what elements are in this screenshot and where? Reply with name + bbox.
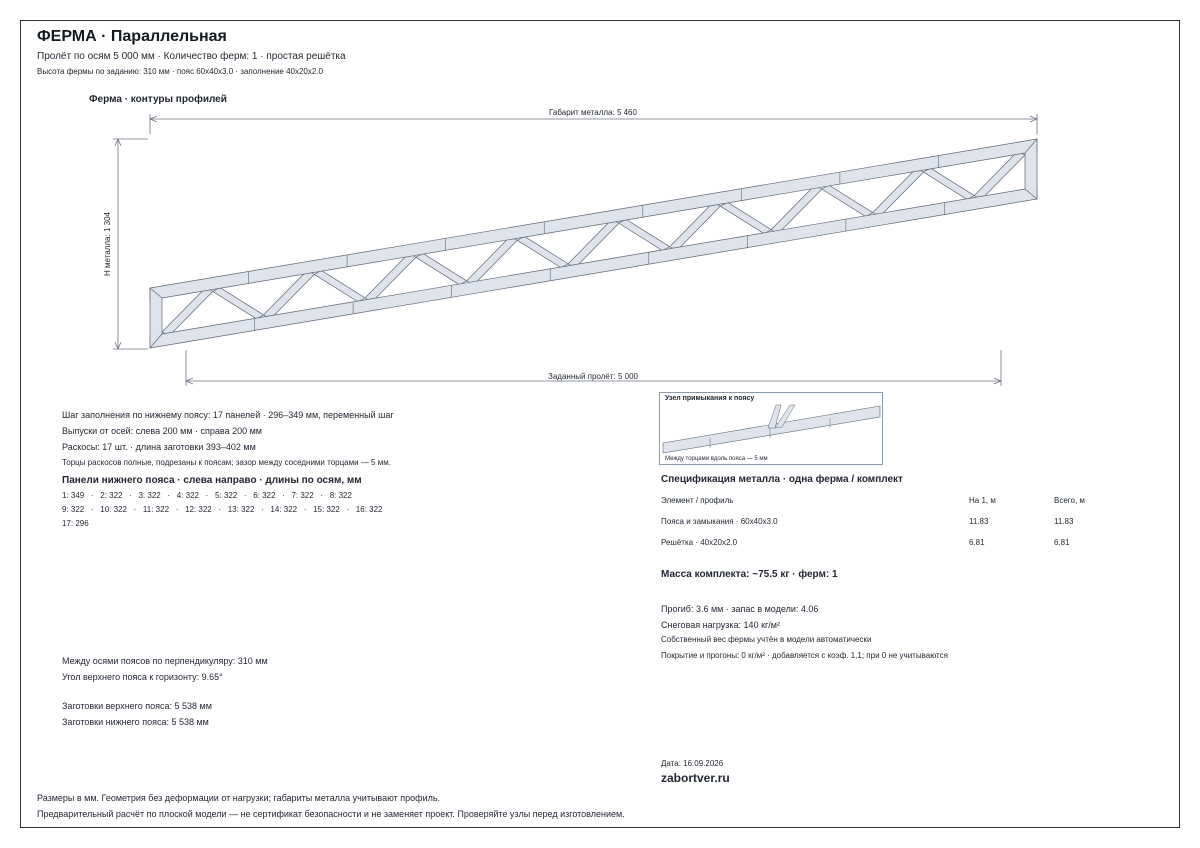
chord-angle-note: Угол верхнего пояса к горизонту: 9.65°	[62, 672, 223, 682]
note-fill-step: Шаг заполнения по нижнему поясу: 17 панелей · 296–349 мм, переменный шаг	[62, 410, 394, 420]
spec-header-row	[661, 490, 1091, 511]
web-diagonal	[213, 287, 264, 318]
truss-members	[150, 139, 1037, 348]
axis-distance-note: Между осями поясов по перпендикуляру: 310 мм	[62, 656, 268, 666]
top-chord-blanks: Заготовки верхнего пояса: 5 538 мм	[62, 701, 212, 711]
date-label: Дата: 16.09.2026	[661, 759, 724, 768]
panels-row-1: 1: 349 · 2: 322 · 3: 322 · 4: 322 · 5: 322 · 6: 322 · 7: 322 · 8: 322	[62, 491, 352, 500]
footer-note-disclaimer: Предварительный расчёт по плоской модели — не сертификат безопасности и не заменяет проект. Проверяйте узлы перед изготовлением.	[37, 809, 625, 819]
page-title: ФЕРМА · Параллельная	[37, 28, 227, 45]
spec-col-total: Всего, м	[1054, 496, 1085, 505]
inset-note: Между торцами вдоль пояса — 5 мм	[665, 456, 768, 462]
drawing-caption: Ферма · контуры профилей	[89, 94, 227, 105]
dim-top-label: Габарит металла: 5 460	[549, 108, 637, 117]
web-diagonal	[517, 236, 568, 267]
panels-row-3: 17: 296	[62, 519, 89, 528]
inset-title: Узел примыкания к поясу	[665, 395, 755, 402]
spec-cell-total: 6.81	[1054, 538, 1070, 547]
dim-left-label: H металла: 1 304	[103, 212, 112, 276]
spec-col-per-one: На 1, м	[969, 496, 996, 505]
panels-heading: Панели нижнего пояса · слева направо · длины по осям, мм	[62, 475, 362, 486]
web-diagonal	[416, 253, 467, 284]
panels-row-2: 9: 322 · 10: 322 · 11: 322 · 12: 322 · 13: 322 · 14: 322 · 15: 322 · 16: 322	[62, 505, 383, 514]
note-diagonal-ends: Торцы раскосов полные, подрезаны к поясам; зазор между соседними торцами — 5 мм.	[62, 458, 391, 467]
spec-cell-total: 11.83	[1054, 517, 1074, 526]
brand-name: zabortver.ru	[661, 771, 730, 785]
footer-note-dimensions: Размеры в мм. Геометрия без деформации от нагрузки; габариты металла учитывают профиль.	[37, 793, 441, 803]
spec-heading: Спецификация металла · одна ферма / комплект	[661, 474, 903, 485]
spec-cell-per-one: 11.83	[969, 517, 989, 526]
dim-bottom-label: Заданный пролёт: 5 000	[548, 372, 638, 381]
spec-cell-element: Решётка · 40x20x2.0	[661, 538, 738, 547]
bottom-chord-blanks: Заготовки нижнего пояса: 5 538 мм	[62, 717, 209, 727]
dim-top-overall	[150, 114, 1037, 134]
web-diagonal	[720, 202, 771, 233]
dim-left-height	[113, 139, 148, 349]
snow-load-note: Снеговая нагрузка: 140 кг/м²	[661, 620, 780, 630]
page-subtitle: Пролёт по осям 5 000 мм · Количество ферм: 1 · простая решётка	[37, 51, 346, 62]
spec-cell-per-one: 6.81	[969, 538, 985, 547]
deflection-note: Прогиб: 3.6 мм · запас в модели: 4.06	[661, 604, 819, 614]
spec-table	[661, 490, 1091, 553]
kit-mass: Масса комплекта: ~75.5 кг · ферм: 1	[661, 569, 838, 580]
note-overhangs: Выпуски от осей: слева 200 мм · справа 200 мм	[62, 426, 262, 436]
web-diagonal	[923, 168, 974, 199]
table-row	[661, 511, 1091, 532]
page-subtitle-params: Высота фермы по заданию: 310 мм · пояс 60x40x3.0 · заполнение 40x20x2.0	[37, 67, 323, 76]
node-detail-inset	[659, 392, 883, 465]
truss-drawing	[0, 0, 1200, 400]
spec-cell-element: Пояса и замыкания · 60x40x3.0	[661, 517, 778, 526]
table-row	[661, 532, 1091, 553]
note-diagonals: Раскосы: 17 шт. · длина заготовки 393–402 мм	[62, 442, 256, 452]
web-diagonal	[314, 270, 365, 301]
self-weight-note: Собственный вес фермы учтён в модели автоматически	[661, 635, 872, 644]
web-diagonal	[822, 185, 873, 216]
spec-col-element: Элемент / профиль	[661, 496, 734, 505]
inset-chord	[663, 406, 880, 453]
web-diagonal	[619, 219, 670, 250]
roofing-note: Покрытие и прогоны: 0 кг/м² · добавляется с коэф. 1,1; при 0 не учитываются	[661, 651, 948, 660]
